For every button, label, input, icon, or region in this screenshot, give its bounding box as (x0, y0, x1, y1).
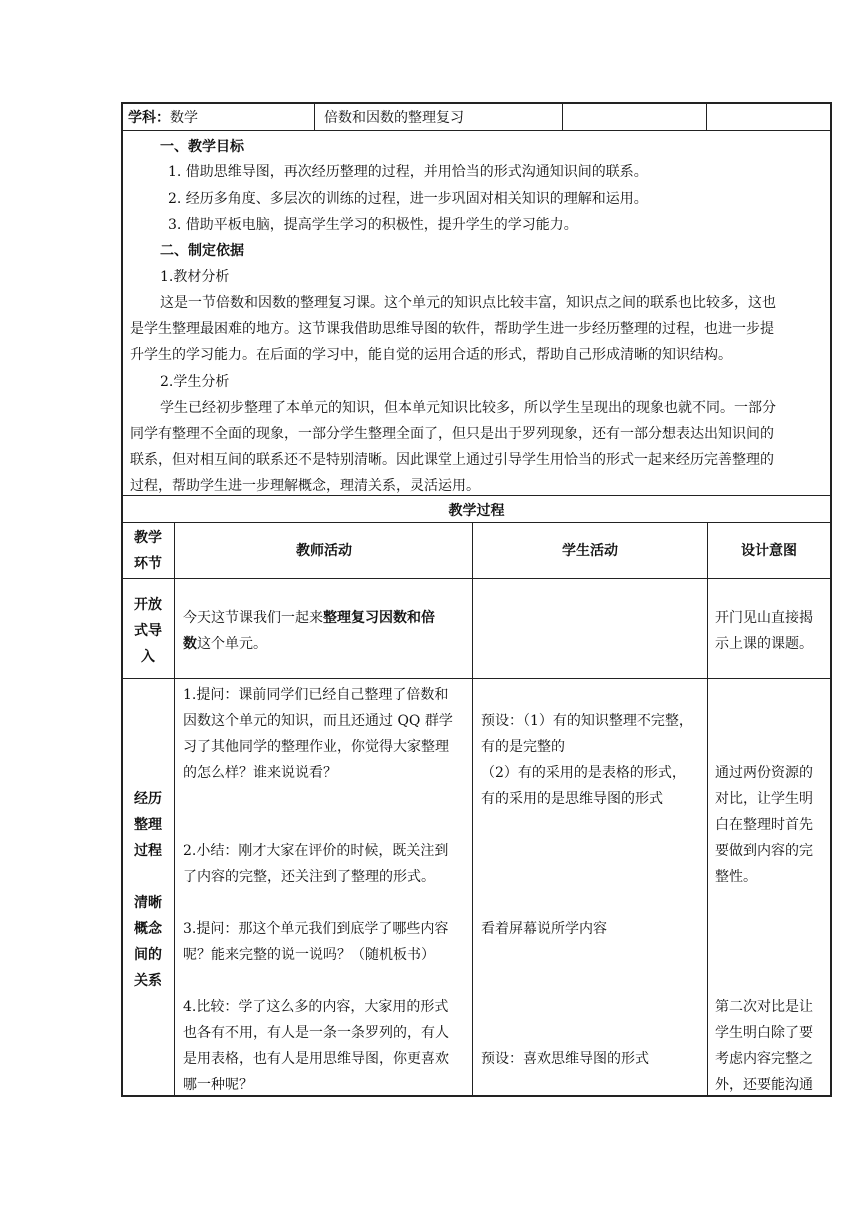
subject-cell (128, 105, 198, 131)
col-header-divider (121, 578, 832, 579)
design-intent-2 (715, 994, 829, 1098)
teacher-line: 4.比较：学了这么多的内容，大家用的形式 (183, 999, 449, 1015)
textbook-analysis-line: 是学生整理最困难的地方。这节课我借助思维导图的软件，帮助学生进一步经历整理的过程，也进一步提 (130, 321, 774, 337)
stage-line: 清晰 (134, 895, 162, 911)
student-line: 预设：（1）有的知识整理不完整， (481, 713, 693, 729)
intent-line: 示上课的课题。 (715, 636, 813, 652)
textbook-analysis-title: 1.教材分析 (160, 269, 230, 285)
teacher-text: 今天这节课我们一起来 (183, 610, 323, 626)
design-intent-1 (715, 760, 829, 890)
teacher-line: 2.小结：刚才大家在评价的时候，既关注到 (183, 843, 449, 859)
row1-teacher-activity (183, 605, 469, 657)
intent-line: 外，还要能沟通 (715, 1077, 813, 1093)
row2-stage-a (121, 786, 175, 864)
student-analysis-line: 同学有整理不全面的现象，一部分学生整理全面了，但只是出于罗列现象，还有一部分想表达出知识间的 (130, 426, 774, 442)
table-border-right (830, 102, 832, 1097)
teacher-step-2 (183, 838, 471, 890)
stage-line: 间的 (134, 947, 162, 963)
section1-heading: 一、教学目标 (160, 139, 244, 155)
col-header-stage-line: 环节 (134, 556, 162, 572)
stage-line: 式导 (134, 623, 162, 639)
teacher-emphasis: 数 (183, 636, 197, 652)
col-header-stage-line: 教学 (134, 530, 162, 546)
row1-design-intent (715, 605, 829, 657)
student-response-3: 看着屏幕说所学内容 (481, 921, 607, 937)
goal-item: 2. 经历多角度、多层次的训练的过程，进一步巩固对相关知识的理解和运用。 (168, 191, 648, 207)
stage-line: 过程 (134, 843, 162, 859)
textbook-analysis-line: 这是一节倍数和因数的整理复习课。这个单元的知识点比较丰富，知识点之间的联系也比较多，这也 (160, 295, 776, 311)
teacher-emphasis: 整理复习因数和倍 (323, 610, 435, 626)
teacher-line: 习了其他同学的整理作业，你觉得大家整理 (183, 739, 449, 755)
student-response-1 (481, 708, 705, 812)
student-line: （2）有的采用的是表格的形式， (481, 765, 686, 781)
intent-line: 对比，让学生明 (715, 791, 813, 807)
intent-line: 通过两份资源的 (715, 765, 813, 781)
stage-line: 入 (141, 649, 155, 665)
teacher-text: 这个单元。 (197, 636, 267, 652)
student-analysis-line: 过程，帮助学生进一步理解概念，理清关系，灵活运用。 (130, 478, 480, 494)
row1-stage (121, 592, 175, 670)
teacher-line: 也各有不用，有人是一条一条罗列的，有人 (183, 1025, 449, 1041)
header-col-divider-2 (562, 102, 563, 130)
intent-line: 考虑内容完整之 (715, 1051, 813, 1067)
process-col-divider-2 (472, 522, 473, 1096)
table-border-top (121, 102, 832, 104)
teacher-line: 1.提问：课前同学们已经自己整理了倍数和 (183, 687, 449, 703)
teacher-line: 是用表格，也有人是用思维导图，你更喜欢 (183, 1051, 449, 1067)
intent-line: 整性。 (715, 869, 757, 885)
col-header-intent: 设计意图 (741, 543, 797, 559)
goal-item: 1. 借助思维导图，再次经历整理的过程，并用恰当的形式沟通知识间的联系。 (168, 164, 648, 180)
process-title: 教学过程 (448, 503, 505, 519)
col-header-student: 学生活动 (562, 543, 618, 559)
student-analysis-line: 学生已经初步整理了本单元的知识，但本单元知识比较多，所以学生呈现出的现象也就不同。一部分 (160, 400, 776, 416)
teacher-line: 3.提问：那这个单元我们到底学了哪些内容 (183, 921, 449, 937)
teacher-line: 的怎么样？谁来说说看？ (183, 765, 337, 781)
intent-line: 学生明白除了要 (715, 1025, 813, 1041)
row2-stage-b (121, 890, 175, 994)
row1-divider (121, 678, 832, 679)
student-response-4: 预设：喜欢思维导图的形式 (481, 1051, 649, 1067)
intent-line: 开门见山直接揭 (715, 610, 813, 626)
stage-line: 概念 (134, 921, 162, 937)
process-col-divider-3 (707, 522, 708, 1096)
teacher-step-1 (183, 682, 471, 786)
section2-heading: 二、制定依据 (160, 243, 244, 259)
col-header-stage (121, 525, 175, 577)
intent-line: 要做到内容的完 (715, 843, 813, 859)
stage-line: 整理 (134, 817, 162, 833)
teacher-step-4 (183, 994, 471, 1098)
intent-line: 白在整理时首先 (715, 817, 813, 833)
stage-line: 经历 (134, 791, 162, 807)
subject-value: 数学 (170, 110, 198, 126)
subject-label: 学科： (128, 110, 170, 126)
col-header-teacher: 教师活动 (296, 543, 352, 559)
goal-item: 3. 借助平板电脑，提高学生学习的积极性，提升学生的学习能力。 (168, 217, 578, 233)
stage-line: 关系 (134, 973, 162, 989)
header-col-divider-3 (706, 102, 707, 130)
student-analysis-line: 联系，但对相互间的联系还不是特别清晰。因此课堂上通过引导学生用恰当的形式一起来经历完善整理的 (130, 452, 774, 468)
teacher-step-3 (183, 916, 471, 968)
student-line: 有的是完整的 (481, 739, 565, 755)
student-line: 有的采用的是思维导图的形式 (481, 791, 663, 807)
teacher-line: 因数这个单元的知识，而且还通过 QQ 群学 (183, 713, 453, 729)
intent-line: 第二次对比是让 (715, 999, 813, 1015)
stage-line: 开放 (134, 597, 162, 613)
lesson-title: 倍数和因数的整理复习 (324, 110, 464, 126)
header-row-divider (121, 130, 832, 131)
teacher-line: 了内容的完整，还关注到了整理的形式。 (183, 869, 435, 885)
teacher-line: 呢？能来完整的说一说吗？（随机板书） (183, 947, 435, 963)
header-col-divider-1 (314, 102, 315, 130)
textbook-analysis-line: 升学生的学习能力。在后面的学习中，能自觉的运用合适的形式，帮助自己形成清晰的知识结构。 (130, 347, 732, 363)
student-analysis-title: 2.学生分析 (160, 374, 230, 390)
teacher-line: 哪一种呢？ (183, 1077, 253, 1093)
